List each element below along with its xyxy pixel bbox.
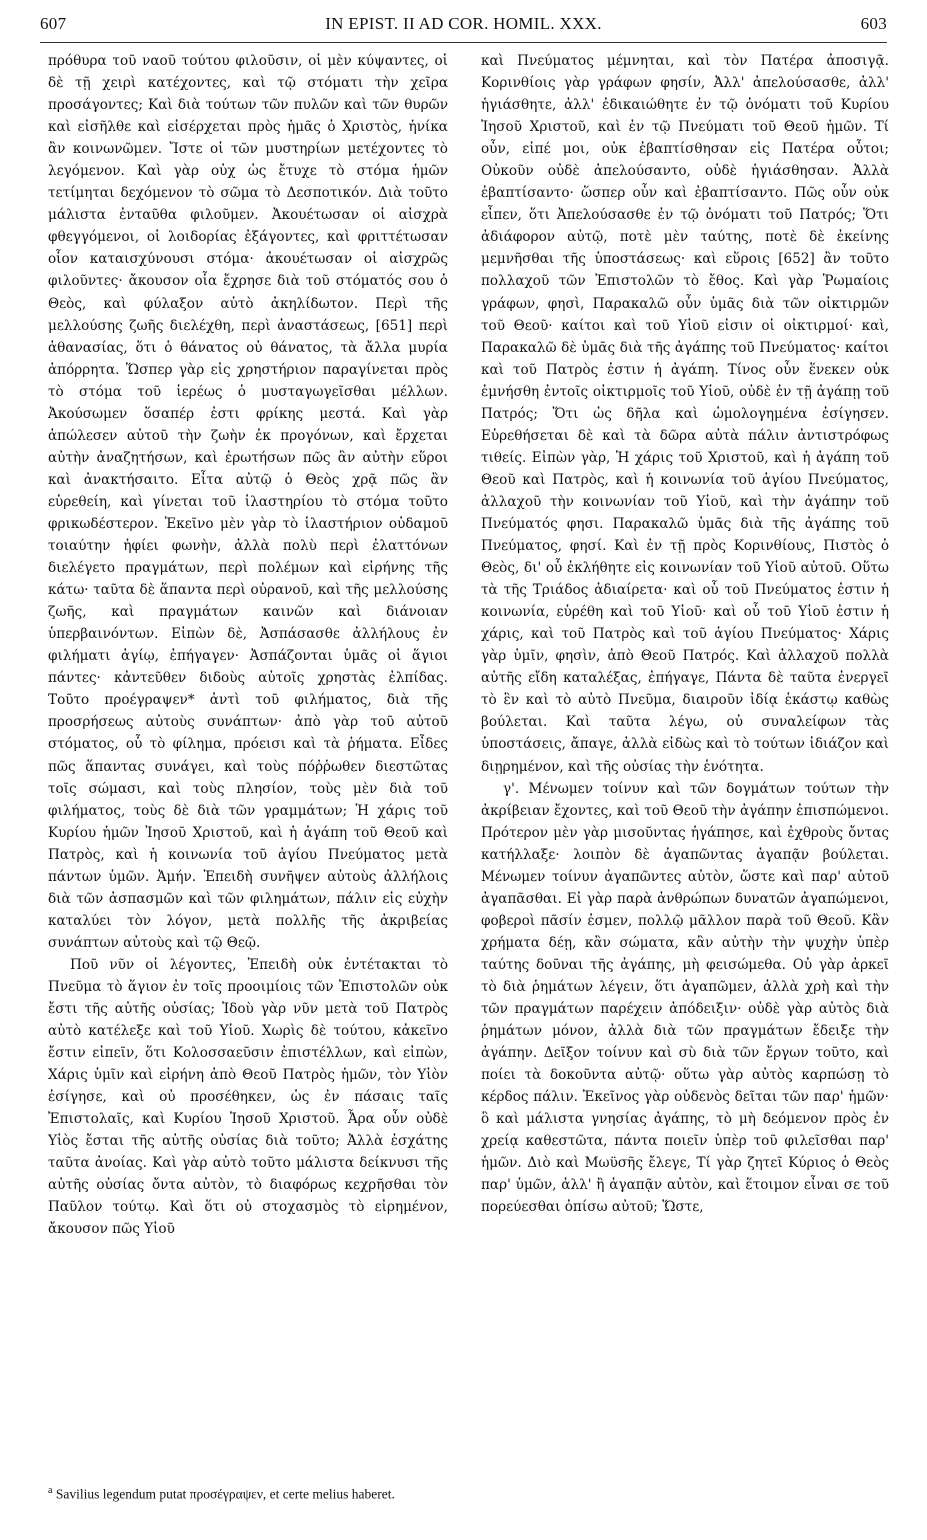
footnote-text: Savilius legendum putat προσέγραψεν, et certe melius haberet. [55, 1486, 395, 1502]
right-column [481, 50, 889, 1218]
right-paragraph-2: γ'. Μένωμεν τοίνυν καὶ τῶν δογμάτων τούτων τὴν ἀκρίβειαν ἔχοντες, καὶ τοῦ Θεοῦ τὴν ἀγάπην ἐπισπώμενοι. Πρότερον μὲν γὰρ μισοῦντας ἠγάπησε, καὶ ἐχθροὺς ὄντας κατήλλαξε· λοιπὸν δὲ ἀγαπῶντας ἀγαπᾷν βούλεται. Μένωμεν τοίνυν ἀγαπῶντες αὐτὸν, ὥστε καὶ παρ' αὐτοῦ ἀγαπᾶσθαι. Εἰ γὰρ παρὰ ἀνθρώπων δυνατῶν ἀγαπώμενοι, φοβεροὶ πᾶσίν ἐσμεν, πολλῷ μᾶλλον παρὰ τοῦ Θεοῦ. Κἂν χρήματα δέῃ, κἂν σώματα, κἂν αὐτὴν τὴν ψυχὴν ὑπὲρ ταύτης δοῦναι τῆς ἀγάπης, μὴ φεισώμεθα. Οὐ γὰρ ἀρκεῖ τὸ διὰ ῥημάτων λέγειν, ὅτι ἀγαπῶμεν, ἀλλὰ χρὴ καὶ τὴν τῶν πραγμάτων παρέχειν ἀπόδειξιν· οὐδὲ γὰρ αὐτὸς διὰ ῥημάτων μόνον, ἀλλὰ διὰ τῶν πραγμάτων ἔδειξε τὴν ἀγάπην. Δεῖξον τοίνυν καὶ σὺ διὰ τῶν ἔργων τοῦτο, καὶ ποίει τὰ δοκοῦντα αὐτῷ· οὕτω γὰρ αὐτὸς καρπώσῃ τὸ κέρδος πάλιν. Ἐκεῖνος γὰρ οὐδενὸς δεῖται τῶν παρ' ἡμῶν· ὃ καὶ μάλιστα γνησίας ἀγάπης, τὸ μὴ δεόμενον πρὸς ἐν χρείᾳ καθεστῶτα, πάντα ποιεῖν ὑπὲρ τοῦ φιλεῖσθαι παρ' ἡμῶν. Διὸ καὶ Μωϋσῆς ἔλεγε, Τί γὰρ ζητεῖ Κύριος ὁ Θεὸς παρ' ὑμῶν, ἀλλ' ἢ ἀγαπᾷν αὐτὸν, καὶ ἕτοιμον εἶναι σε τοῦ πορεύεσθαι ὀπίσω αὐτοῦ; Ὥστε, [481, 780, 889, 1216]
running-title: IN EPIST. II AD COR. HOMIL. XXX. [325, 14, 602, 33]
left-paragraph-2: Ποῦ νῦν οἱ λέγοντες, Ἐπειδὴ οὐκ ἐντέτακται τὸ Πνεῦμα τὸ ἅγιον ἐν τοῖς προοιμίοις τῶν Ἐπιστολῶν οὐκ ἔστι τῆς αὐτῆς οὐσίας; Ἰδοὺ γὰρ νῦν μετὰ τοῦ Πατρὸς αὐτὸ κατέλεξε καὶ τοῦ Υἱοῦ. Χωρὶς δὲ τούτου, κἀκεῖνο ἔστιν εἰπεῖν, ὅτι Κολοσσαεῦσιν ἐπιστέλλων, καὶ εἰπὼν, Χάρις ὑμῖν καὶ εἰρήνη ἀπὸ Θεοῦ Πατρὸς ἡμῶν, τὸν Υἱὸν ἐσίγησε, καὶ οὐ προσέθηκεν, ὡς ἐν πάσαις ταῖς Ἐπιστολαῖς, καὶ Κυρίου Ἰησοῦ Χριστοῦ. Ἆρα οὖν οὐδὲ Υἱὸς ἔσται τῆς αὐτῆς οὐσίας διὰ τοῦτο; Ἀλλὰ ἐσχάτης ταῦτα ἀνοίας. Καὶ γὰρ αὐτὸ τοῦτο μάλιστα δείκνυσι τῆς αὐτῆς οὐσίας ὄντα αὐτὸν, τὸ διαφόρως κεχρῆσθαι τὸν Παῦλον τούτῳ. Καὶ ὅτι οὐ στοχασμὸς τὸ εἰρημένον, ἄκουσον πῶς Υἱοῦ [48, 956, 448, 1238]
left-paragraph-1: πρόθυρα τοῦ ναοῦ τούτου φιλοῦσιν, οἱ μὲν κύψαντες, οἱ δὲ τῇ χειρὶ κατέχοντες, καὶ τῷ στόματι τὴν χεῖρα προσάγοντες; Καὶ διὰ τούτων τῶν πυλῶν καὶ τῶν θυρῶν καὶ εἰσῆλθε καὶ εἰσέρχεται πρὸς ἡμᾶς ὁ Χριστὸς, ἡνίκα ἂν κοινωνῶμεν. Ἴστε οἱ τῶν μυστηρίων μετέχοντες τὸ λεγόμενον. Καὶ γὰρ οὐχ ὡς ἔτυχε τὸ στόμα ἡμῶν τετίμηται δεχόμενον τὸ σῶμα τὸ Δεσποτικόν. Διὰ τοῦτο μάλιστα ἐνταῦθα φιλοῦμεν. Ἀκουέτωσαν οἱ αἰσχρὰ φθεγγόμενοι, οἱ λοιδορίας ἐξάγοντες, καὶ φριττέτωσαν οἷον καταισχύνουσι στόμα· ἀκουέτωσαν οἱ αἰσχρῶς φιλοῦντες· ἄκουσον οἷα ἔχρησε διὰ τοῦ στόματός σου ὁ Θεὸς, καὶ φύλαξον αὐτὸ ἀκηλίδωτον. Περὶ τῆς μελλούσης ζωῆς διελέχθη, περὶ ἀναστάσεως, [651] περὶ ἀθανασίας, ὅτι ὁ θάνατος οὐ θάνατος, τὰ ἄλλα μυρία ἀπόρρητα. Ὥσπερ γὰρ εἰς χρηστήριον παραγίνεται πρὸς τὸ στόμα τοῦ ἱερέως ὁ μυσταγωγεῖσθαι μέλλων. Ἀκούσωμεν ὅσαπέρ ἐστι φρίκης μεστά. Καὶ γὰρ ἀπώλεσεν αὐτοῦ τὴν ζωὴν ἐκ προγόνων, καὶ ἔρχεται αὐτὴν ἀναζητήσων, καὶ ἐρωτήσων πῶς ἂν αὐτὴν εὕροι καὶ ἀνακτήσαιτο. Εἶτα αὐτῷ ὁ Θεὸς χρᾷ πῶς ἂν εὑρεθείη, καὶ γίνεται τοῦ ἱλαστηρίου τὸ στόμα τοῦτο φρικωδέστερον. Ἐκεῖνο μὲν γὰρ τὸ ἱλαστήριον οὐδαμοῦ τοιαύτην ἠφίει φωνὴν, ἀλλὰ πολὺ περὶ ἐλαττόνων διελέγετο πραγμάτων, περὶ πολέμων καὶ εἰρήνης τῆς κάτω· ταῦτα δὲ ἅπαντα περὶ οὐρανοῦ, καὶ τῆς μελλούσης ζωῆς, καὶ πραγμάτων καινῶν καὶ διάνοιαν ὑπερβαινόντων. Εἰπὼν δὲ, Ἀσπάσασθε ἀλλήλους ἐν φιλήματι ἁγίῳ, ἐπήγαγεν· Ἀσπάζονται ὑμᾶς οἱ ἅγιοι πάντες· κἀντεῦθεν διδοὺς αὐτοῖς χρηστὰς ἐλπίδας. Τοῦτο προέγραψεν* ἀντὶ τοῦ φιλήματος, διὰ τῆς προσρήσεως αὐτοὺς συνάπτων· ἀπὸ γὰρ τοῦ αὐτοῦ στόματος, οὗ τὸ φίλημα, πρόεισι καὶ τὰ ῥήματα. Εἶδες πῶς ἅπαντας συνάγει, καὶ τοὺς πόῤῥωθεν διεστῶτας τοῖς σώμασι, καὶ τοὺς πλησίον, τοὺς μὲν διὰ τοῦ φιλήματος, τοὺς δὲ διὰ τῶν γραμμάτων; Ἡ χάρις τοῦ Κυρίου ἡμῶν Ἰησοῦ Χριστοῦ, καὶ ἡ ἀγάπη τοῦ Θεοῦ καὶ Πατρὸς, καὶ ἡ κοινωνία τοῦ ἁγίου Πνεύματος μετὰ πάντων ὑμῶν. Ἀμήν. Ἐπειδὴ συνῆψεν αὐτοὺς ἀλλήλοις διὰ τῶν ἀσπασμῶν καὶ τῶν φιλημάτων, πάλιν εἰς εὐχὴν καταλύει τὸν λόγον, μετὰ πολλῆς τῆς ἀκριβείας συνάπτων αὐτοὺς καὶ τῷ Θεῷ. [48, 53, 448, 951]
page-header [40, 14, 887, 40]
footnote [48, 1482, 448, 1504]
header-rule [40, 42, 887, 43]
right-paragraph-1: καὶ Πνεύματος μέμνηται, καὶ τὸν Πατέρα ἀποσιγᾷ. Κορινθίοις γὰρ γράφων φησίν, Ἀλλ' ἀπελούσασθε, ἀλλ' ἡγιάσθητε, ἀλλ' ἐδικαιώθητε ἐν τῷ ὀνόματι τοῦ Κυρίου Ἰησοῦ Χριστοῦ, καὶ ἐν τῷ Πνεύματι τοῦ Θεοῦ ἡμῶν. Τί οὖν, εἰπέ μοι, οὐκ ἐβαπτίσθησαν εἰς Πατέρα οὗτοι; Οὐκοῦν οὐδὲ ἀπελούσαντο, οὐδὲ ἡγιάσθησαν. Ἀλλὰ ἐβαπτίσαντο· ὥσπερ οὖν καὶ ἐβαπτίσαντο. Πῶς οὖν οὐκ εἶπεν, ὅτι Ἀπελούσασθε ἐν τῷ ὀνόματι τοῦ Πατρός; Ὅτι ἀδιάφορον αὐτῷ, ποτὲ μὲν ταύτης, ποτὲ δὲ ἐκείνης μεμνῆσθαι τῆς ὑποστάσεως· καὶ εὕροις [652] ἂν τοῦτο πολλαχοῦ τῶν Ἐπιστολῶν τὸ ἔθος. Καὶ γὰρ Ῥωμαίοις γράφων, φησὶ, Παρακαλῶ οὖν ὑμᾶς διὰ τῶν οἰκτιρμῶν τοῦ Θεοῦ· καίτοι καὶ τοῦ Υἱοῦ εἰσιν οἱ οἰκτιρμοί· καὶ, Παρακαλῶ δὲ ὑμᾶς διὰ τῆς ἀγάπης τοῦ Πνεύματος· καίτοι καὶ τοῦ Πατρὸς ἐστιν ἡ ἀγάπη. Τίνος οὖν ἕνεκεν οὐκ ἐμνήσθη ἐντοῖς οἰκτιρμοῖς τοῦ Υἱοῦ, οὐδὲ ἐν τῇ ἀγάπῃ τοῦ Πατρός; Ὅτι ὡς δῆλα καὶ ὡμολογημένα ἐσίγησεν. Εὑρεθήσεται δὲ καὶ τὰ δῶρα αὐτὰ πάλιν ἀντιστρόφως τιθείς. Εἰπὼν γὰρ, Ἡ χάρις τοῦ Χριστοῦ, καὶ ἡ ἀγάπη τοῦ Θεοῦ καὶ Πατρὸς, καὶ ἡ κοινωνία τοῦ ἁγίου Πνεύματος, ἀλλαχοῦ τὴν κοινωνίαν τοῦ Υἱοῦ, καὶ τὴν ἀγάπην τοῦ Πνεύματός φησι. Παρακαλῶ ὑμᾶς διὰ τῆς ἀγάπης τοῦ Πνεύματος, φησί. Καὶ ἐν τῇ πρὸς Κορινθίους, Πιστὸς ὁ Θεὸς, δι' οὗ ἐκλήθητε εἰς κοινωνίαν τοῦ Υἱοῦ αὐτοῦ. Οὕτω τὰ τῆς Τριάδος ἀδιαίρετα· καὶ οὗ τοῦ Πνεύματος ἐστιν ἡ κοινωνία, εὑρέθη καὶ τοῦ Υἱοῦ· καὶ οὗ τοῦ Υἱοῦ ἐστιν ἡ χάρις, καὶ τοῦ Πατρὸς καὶ τοῦ ἁγίου Πνεύματος· Χάρις γὰρ ὑμῖν, φησὶν, ἀπὸ Θεοῦ Πατρός. Καὶ ἀλλαχοῦ πολλὰ αὐτῆς εἴδη καταλέξας, ἐπήγαγε, Πάντα δὲ ταῦτα ἐνεργεῖ τὸ ἓν καὶ τὸ αὐτὸ Πνεῦμα, διαιροῦν ἰδίᾳ ἑκάστῳ καθὼς βούλεται. Καὶ ταῦτα λέγω, οὐ συναλείφων τὰς ὑποστάσεις, ἄπαγε, ἀλλὰ εἰδὼς καὶ τὸ τούτων ἰδιάζον καὶ διῃρημένον, καὶ τῆς οὐσίας τὴν ἑνότητα. [481, 53, 889, 775]
footnote-marker: a [48, 1485, 53, 1496]
page-number-right: 603 [860, 14, 887, 33]
left-column [48, 50, 448, 1241]
page-number-left: 607 [40, 14, 67, 33]
